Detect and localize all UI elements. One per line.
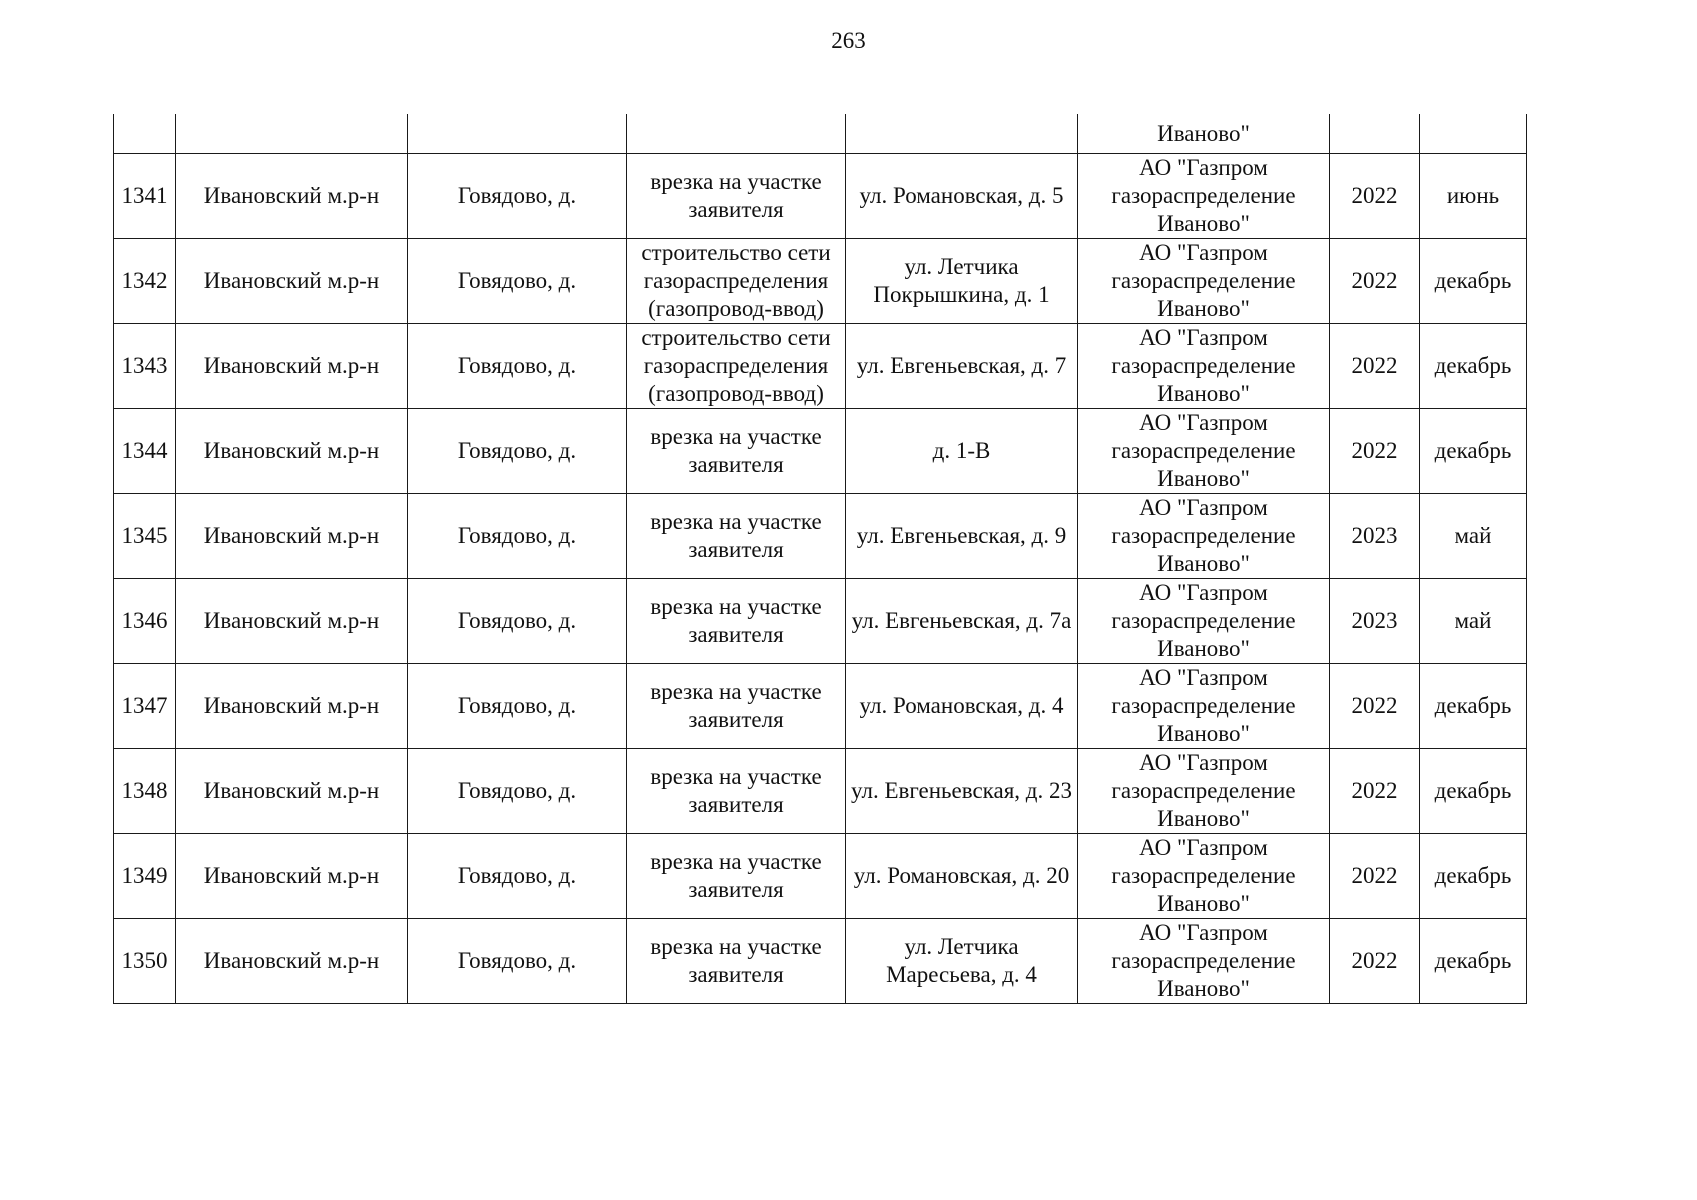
cell-year: 2022 bbox=[1330, 239, 1420, 324]
cell-num: 1346 bbox=[114, 579, 176, 664]
cell-locality: Говядово, д. bbox=[408, 154, 627, 239]
cell-work: врезка на участке заявителя bbox=[627, 834, 846, 919]
table-row bbox=[114, 579, 1527, 664]
cell-work: врезка на участке заявителя bbox=[627, 494, 846, 579]
cell-address: ул. Евгеньевская, д. 23 bbox=[846, 749, 1078, 834]
cell-organization: Иваново" bbox=[1078, 114, 1330, 154]
cell-address: ул. Романовская, д. 4 bbox=[846, 664, 1078, 749]
cell-year: 2022 bbox=[1330, 749, 1420, 834]
cell-year bbox=[1330, 114, 1420, 154]
cell-district: Ивановский м.р-н bbox=[176, 834, 408, 919]
cell-year: 2022 bbox=[1330, 664, 1420, 749]
cell-work: врезка на участке заявителя bbox=[627, 154, 846, 239]
cell-district: Ивановский м.р-н bbox=[176, 409, 408, 494]
cell-num: 1341 bbox=[114, 154, 176, 239]
table-row bbox=[114, 494, 1527, 579]
cell-organization: АО "Газпром газораспределение Иваново" bbox=[1078, 664, 1330, 749]
cell-locality: Говядово, д. bbox=[408, 494, 627, 579]
cell-work: врезка на участке заявителя bbox=[627, 919, 846, 1004]
table-row bbox=[114, 324, 1527, 409]
cell-district: Ивановский м.р-н bbox=[176, 664, 408, 749]
cell-month: декабрь bbox=[1420, 834, 1527, 919]
cell-address: ул. Евгеньевская, д. 7 bbox=[846, 324, 1078, 409]
cell-month: декабрь bbox=[1420, 664, 1527, 749]
table-row bbox=[114, 749, 1527, 834]
cell-year: 2022 bbox=[1330, 409, 1420, 494]
cell-work: врезка на участке заявителя bbox=[627, 664, 846, 749]
cell-organization: АО "Газпром газораспределение Иваново" bbox=[1078, 409, 1330, 494]
cell-num: 1348 bbox=[114, 749, 176, 834]
table-body bbox=[114, 114, 1527, 1004]
cell-month: декабрь bbox=[1420, 919, 1527, 1004]
cell-work: врезка на участке заявителя bbox=[627, 409, 846, 494]
cell-organization: АО "Газпром газораспределение Иваново" bbox=[1078, 579, 1330, 664]
table-row bbox=[114, 409, 1527, 494]
cell-month: декабрь bbox=[1420, 324, 1527, 409]
cell-address: ул. Летчика Маресьева, д. 4 bbox=[846, 919, 1078, 1004]
cell-organization: АО "Газпром газораспределение Иваново" bbox=[1078, 324, 1330, 409]
cell-year: 2022 bbox=[1330, 834, 1420, 919]
cell-district: Ивановский м.р-н bbox=[176, 579, 408, 664]
cell-address: ул. Евгеньевская, д. 9 bbox=[846, 494, 1078, 579]
cell-month: декабрь bbox=[1420, 409, 1527, 494]
cell-year: 2022 bbox=[1330, 919, 1420, 1004]
cell-month: декабрь bbox=[1420, 239, 1527, 324]
cell-month: май bbox=[1420, 579, 1527, 664]
table-row bbox=[114, 834, 1527, 919]
cell-locality: Говядово, д. bbox=[408, 834, 627, 919]
cell-num: 1343 bbox=[114, 324, 176, 409]
table-row bbox=[114, 919, 1527, 1004]
gasification-table bbox=[113, 114, 1527, 1004]
cell-address: ул. Летчика Покрышкина, д. 1 bbox=[846, 239, 1078, 324]
cell-district: Ивановский м.р-н bbox=[176, 749, 408, 834]
cell-month: июнь bbox=[1420, 154, 1527, 239]
cell-work: врезка на участке заявителя bbox=[627, 749, 846, 834]
page-number: 263 bbox=[831, 28, 866, 53]
cell-address bbox=[846, 114, 1078, 154]
cell-num: 1347 bbox=[114, 664, 176, 749]
cell-district: Ивановский м.р-н bbox=[176, 919, 408, 1004]
cell-organization: АО "Газпром газораспределение Иваново" bbox=[1078, 749, 1330, 834]
cell-work: строительство сети газораспределения (газопровод-ввод) bbox=[627, 239, 846, 324]
cell-district: Ивановский м.р-н bbox=[176, 154, 408, 239]
cell-district: Ивановский м.р-н bbox=[176, 324, 408, 409]
cell-organization: АО "Газпром газораспределение Иваново" bbox=[1078, 919, 1330, 1004]
cell-address: д. 1-В bbox=[846, 409, 1078, 494]
cell-locality: Говядово, д. bbox=[408, 579, 627, 664]
cell-month: декабрь bbox=[1420, 749, 1527, 834]
cell-num: 1350 bbox=[114, 919, 176, 1004]
cell-year: 2023 bbox=[1330, 579, 1420, 664]
cell-locality: Говядово, д. bbox=[408, 324, 627, 409]
cell-district: Ивановский м.р-н bbox=[176, 494, 408, 579]
table-row bbox=[114, 239, 1527, 324]
continuation-row bbox=[114, 114, 1527, 154]
cell-locality: Говядово, д. bbox=[408, 239, 627, 324]
cell-work: строительство сети газораспределения (газопровод-ввод) bbox=[627, 324, 846, 409]
cell-work: врезка на участке заявителя bbox=[627, 579, 846, 664]
cell-organization: АО "Газпром газораспределение Иваново" bbox=[1078, 154, 1330, 239]
cell-district: Ивановский м.р-н bbox=[176, 239, 408, 324]
cell-organization: АО "Газпром газораспределение Иваново" bbox=[1078, 834, 1330, 919]
cell-address: ул. Романовская, д. 20 bbox=[846, 834, 1078, 919]
cell-organization: АО "Газпром газораспределение Иваново" bbox=[1078, 239, 1330, 324]
cell-locality: Говядово, д. bbox=[408, 749, 627, 834]
cell-address: ул. Евгеньевская, д. 7а bbox=[846, 579, 1078, 664]
cell-num: 1345 bbox=[114, 494, 176, 579]
cell-num: 1349 bbox=[114, 834, 176, 919]
cell-locality: Говядово, д. bbox=[408, 919, 627, 1004]
cell-locality: Говядово, д. bbox=[408, 409, 627, 494]
cell-year: 2023 bbox=[1330, 494, 1420, 579]
cell-num: 1342 bbox=[114, 239, 176, 324]
cell-district bbox=[176, 114, 408, 154]
cell-address: ул. Романовская, д. 5 bbox=[846, 154, 1078, 239]
cell-year: 2022 bbox=[1330, 324, 1420, 409]
cell-locality: Говядово, д. bbox=[408, 664, 627, 749]
cell-organization: АО "Газпром газораспределение Иваново" bbox=[1078, 494, 1330, 579]
cell-num bbox=[114, 114, 176, 154]
cell-locality bbox=[408, 114, 627, 154]
cell-month bbox=[1420, 114, 1527, 154]
table-row bbox=[114, 664, 1527, 749]
cell-year: 2022 bbox=[1330, 154, 1420, 239]
cell-month: май bbox=[1420, 494, 1527, 579]
cell-num: 1344 bbox=[114, 409, 176, 494]
cell-work bbox=[627, 114, 846, 154]
table-row bbox=[114, 154, 1527, 239]
